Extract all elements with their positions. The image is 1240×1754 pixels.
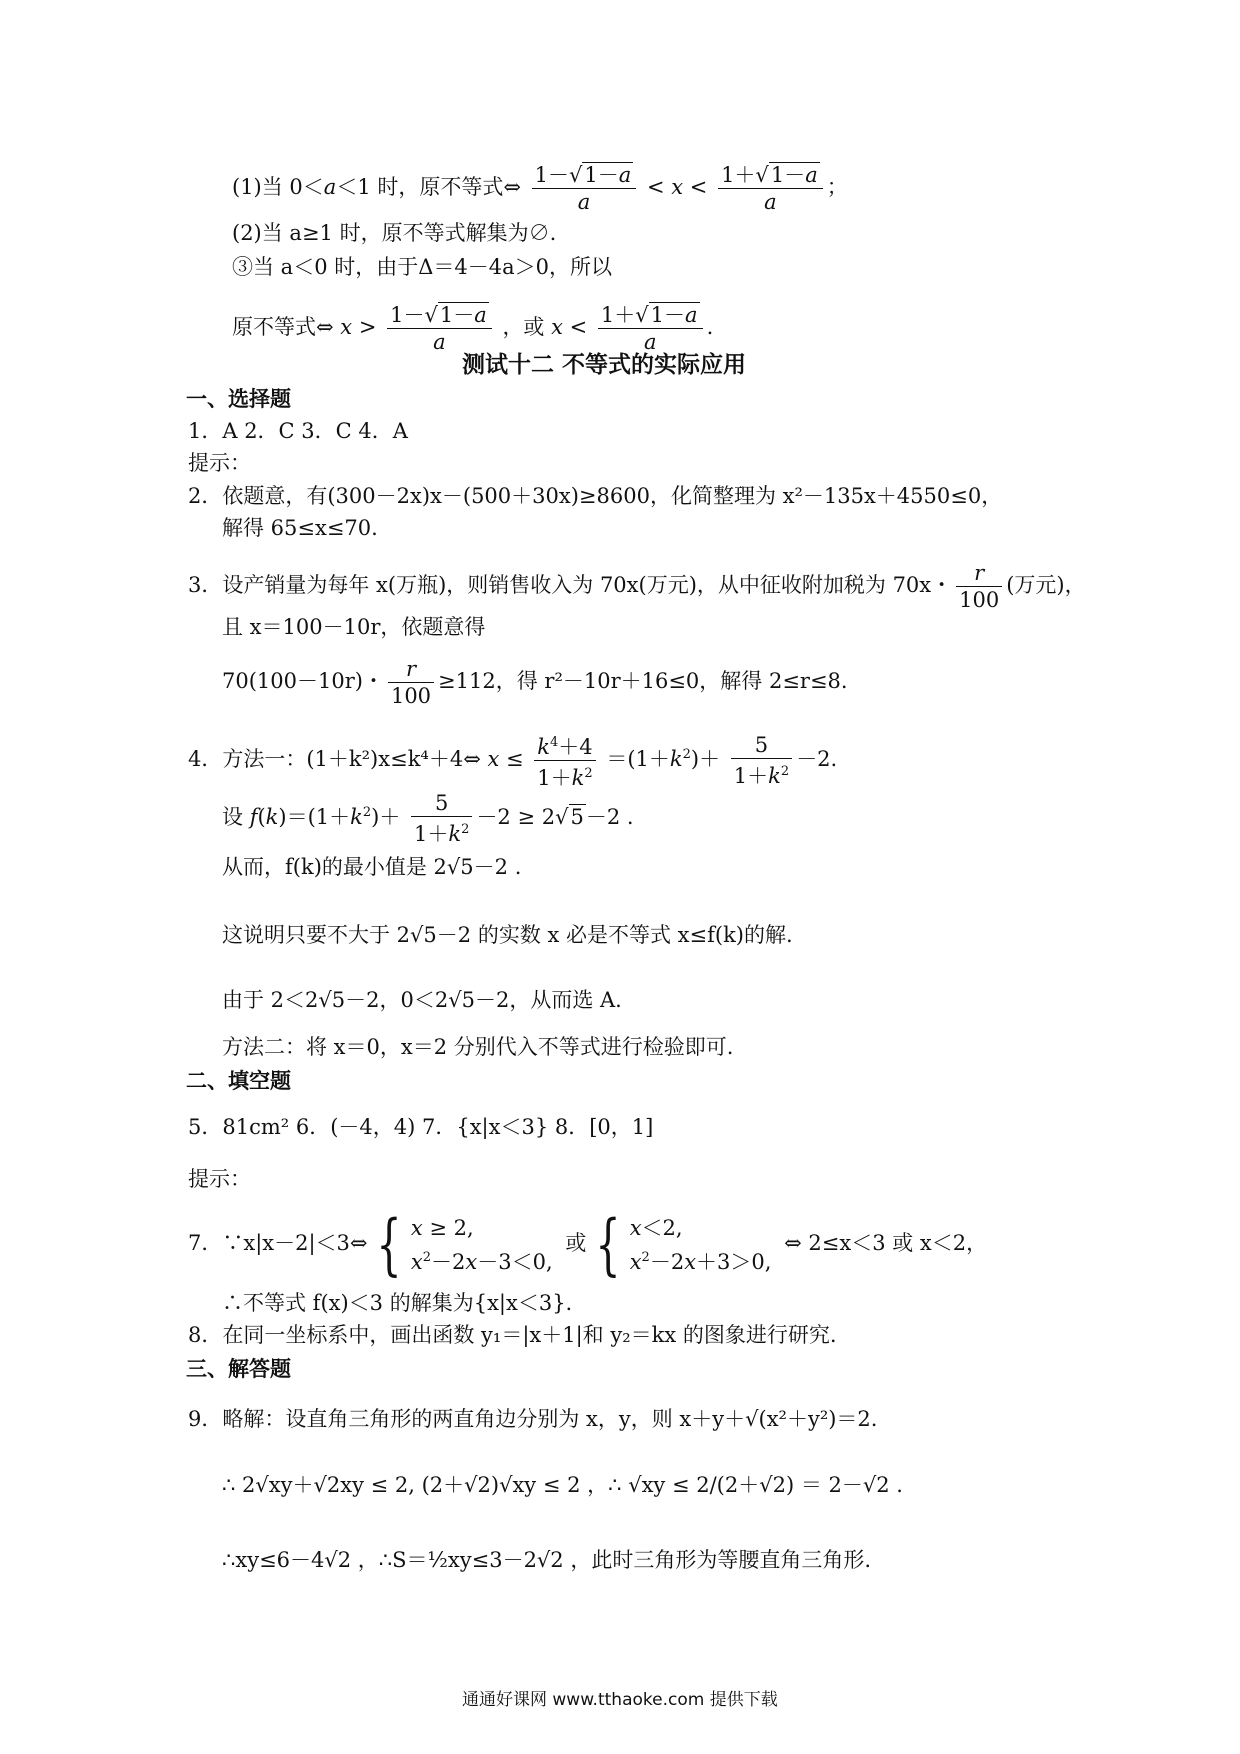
section-heading-fill: 二、填空题 [186,1069,291,1093]
page-title: 测试十二 不等式的实际应用 [462,352,747,378]
line-case-3-result: 原不等式⇔ x > $\frac{1-√1-a}{a}$ ，或 x < $\frac{1+√1-a}{a}$ . [232,303,714,354]
q7-line-1: 7．∵x|x－2|＜3⇔ { x ≥ 2, $x^2-2x-3<0$, 或 { x＜2, $x^2-2x+3>0$, ⇔ 2≤x＜3 或 x＜2， [188,1205,988,1283]
q4-line-4: 这说明只要不大于 2√5－2 的实数 x 必是不等式 x≤f(k)的解. [222,923,793,947]
hint-label-2: 提示： [188,1167,251,1191]
choice-answers: 1．A 2．C 3．C 4．A [188,419,408,443]
q9-line-3: ∴xy≤6－4√2 ，∴S＝½xy≤3－2√2 ，此时三角形为等腰直角三角形. [222,1548,872,1572]
q4-line-1: 4．方法一：(1＋k²)x≤k⁴＋4⇔ x ≤ $\frac{k^4+4}{1+k^2}$ $=(1+k^2)+$ $\frac{5}{1+k^2}$ －2. [188,730,837,791]
q3-line-3: 70(100－10r)・ $\frac{r}{100}$ ≥112，得 r²－10r＋16≤0，解得 2≤r≤8. [222,657,848,708]
section-heading-solve: 三、解答题 [186,1357,291,1381]
line-case-1: (1)当 0＜a＜1 时，原不等式⇔ $\frac{1-√1-a}{a}$ < x < $\frac{1+√1-a}{a}$ ； [232,163,848,214]
q2-line-2: 解得 65≤x≤70. [222,516,378,540]
q4-line-3: 从而，f(k)的最小值是 2√5－2 . [222,855,522,879]
q4-line-5: 由于 2＜2√5－2，0＜2√5－2，从而选 A. [222,988,622,1012]
footer-credit: 通通好课网 www.tthaoke.com 提供下载 [462,1690,778,1710]
q3-line-1: 3．设产销量为每年 x(万瓶)，则销售收入为 70x(万元)，从中征收附加税为 70x・ $\frac{r}{100}$ (万元)， [188,561,1086,612]
line-case-2: (2)当 a≥1 时，原不等式解集为∅. [232,221,557,245]
hint-label: 提示： [188,451,251,475]
section-heading-choice: 一、选择题 [186,387,291,411]
line-case-3: ③当 a＜0 时，由于Δ＝4－4a＞0，所以 [232,255,612,279]
q4-line-2: 设 $f(k)=(1+k^2)+$ $\frac{5}{1+k^2}$ －2 ≥ 2√5－2 . [222,791,634,846]
q8-line: 8．在同一坐标系中，画出函数 y₁＝|x＋1|和 y₂＝kx 的图象进行研究. [188,1323,837,1347]
q4-line-6: 方法二：将 x＝0，x＝2 分别代入不等式进行检验即可. [222,1035,734,1059]
q2-line-1: 2．依题意，有(300－2x)x－(500＋30x)≥8600，化简整理为 x²－135x＋4550≤0， [188,484,1003,508]
q7-line-2: ∴不等式 f(x)＜3 的解集为{x|x＜3}. [222,1291,573,1315]
fill-answers: 5．81cm² 6．(－4，4) 7．{x|x＜3} 8．[0，1] [188,1115,654,1139]
q3-line-2: 且 x＝100－10r，依题意得 [222,615,486,639]
q9-line-1: 9．略解：设直角三角形的两直角边分别为 x，y，则 x＋y＋√(x²＋y²)＝2. [188,1407,878,1431]
q9-line-2: ∴ 2√xy＋√2xy ≤ 2, (2＋√2)√xy ≤ 2 ，∴ √xy ≤ 2/(2＋√2) ＝ 2－√2 . [222,1473,903,1497]
